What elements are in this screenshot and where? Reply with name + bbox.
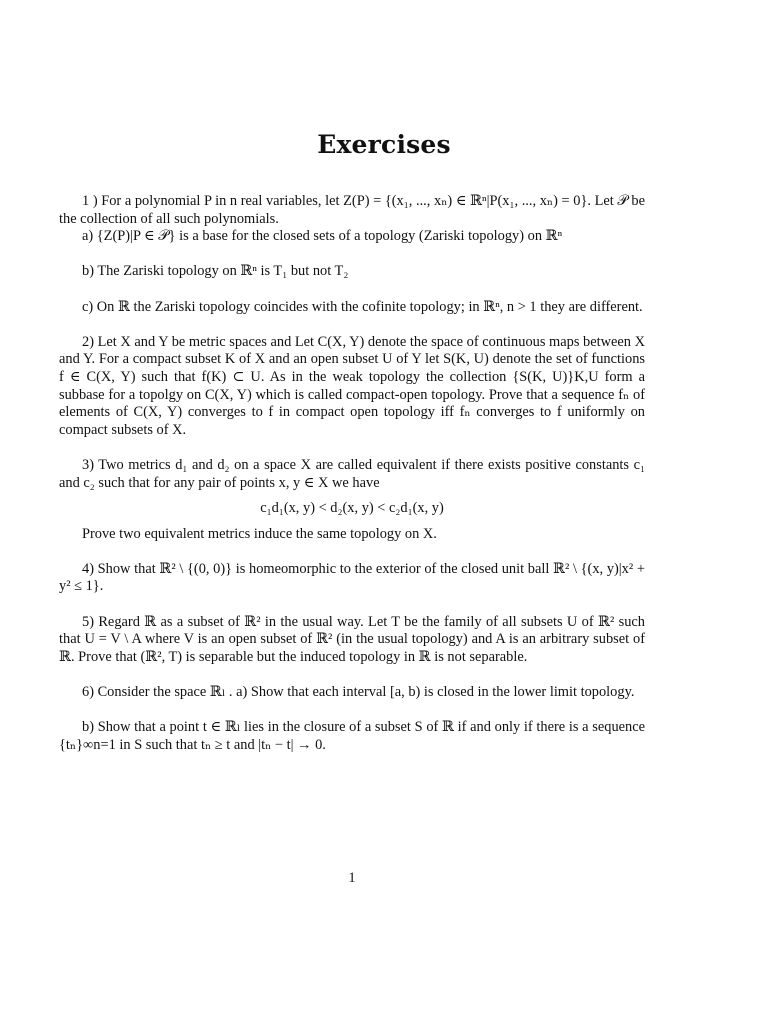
page-title: Exercises (317, 130, 451, 159)
spacer (59, 439, 645, 457)
exercise-4: 4) Show that ℝ² \ {(0, 0)} is homeomorphic to the exterior of the closed unit ball ℝ² \ {(x, y)|x² + y² ≤ 1}. (59, 560, 645, 595)
page-number: 1 (348, 870, 356, 886)
spacer (59, 316, 645, 334)
exercise-2: 2) Let X and Y be metric spaces and Let C(X, Y) denote the space of continuous maps between X and Y. For a compact subset K of X and an open subset U of Y let S(K, U) denote the set of functions f ∈ C(X, Y) such that f(K) ⊂ U. As in the weak topology the collection {S(K, U)}K,U form a subbase for a topolgy on C(X, Y) which is called compact-open topology. Prove that a sequence fₙ of elements of C(X, Y) converges to f in compact open topology iff fₙ converges to f uniformly on compact subsets of X. (59, 333, 645, 438)
spacer (59, 246, 645, 264)
spacer (59, 702, 645, 720)
exercise-3-equation: c₁d₁(x, y) < d₂(x, y) < c₂d₁(x, y) (260, 500, 444, 517)
exercise-1-intro: 1 ) For a polynomial P in n real variables, let Z(P) = {(x₁, ..., xₙ) ∈ ℝⁿ|P(x₁, ..., xₙ) = 0}. Let 𝒫 be the collection of all such polynomials. (59, 193, 645, 227)
spacer (59, 281, 645, 299)
exercise-3: 3) Two metrics d₁ and d₂ on a space X are called equivalent if there exists positive constants c₁ and c₂ such that for any pair of points x, y ∈ X we have (59, 456, 645, 491)
exercise-1b: b) The Zariski topology on ℝⁿ is T₁ but not T₂ (82, 263, 349, 280)
spacer (59, 596, 645, 614)
exercise-5: 5) Regard ℝ as a subset of ℝ² in the usual way. Let T be the family of all subsets U of ℝ² such that U = V \ A where V is an open subset of ℝ² (in the usual topology) and A is an arbitrary subset of ℝ. Prove that (ℝ², T) is separable but the induced topology in ℝ is not separable. (59, 613, 645, 665)
spacer (59, 543, 645, 561)
spacer (59, 666, 645, 684)
exercise-6b: b) Show that a point t ∈ ℝₗ lies in the closure of a subset S of ℝ if and only if there is a sequence {tₙ}∞n=1 in S such that tₙ ≥ t and |tₙ − t| → 0. (59, 719, 645, 753)
exercise-1a: a) {Z(P)|P ∈ 𝒫} is a base for the closed sets of a topology (Zariski topology) on ℝⁿ (82, 228, 563, 245)
exercise-1c: c) On ℝ the Zariski topology coincides with the cofinite topology; in ℝⁿ, n > 1 they are different. (82, 298, 643, 315)
exercise-6a: 6) Consider the space ℝₗ . a) Show that each interval [a, b) is closed in the lower limit topology. (82, 684, 635, 701)
exercise-body (59, 193, 645, 754)
exercise-3-task: Prove two equivalent metrics induce the same topology on X. (82, 525, 437, 542)
